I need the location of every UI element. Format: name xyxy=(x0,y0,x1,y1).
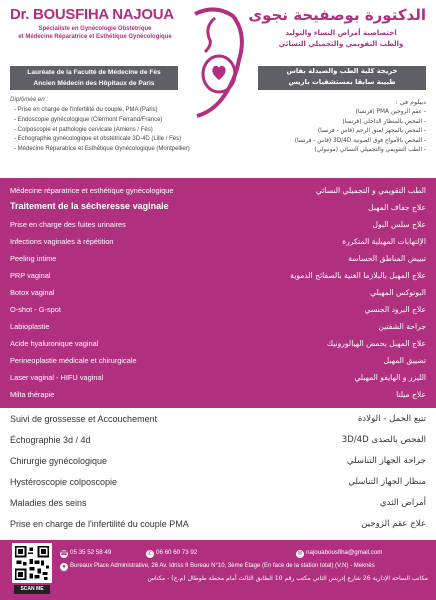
email-address: najouabousfiha@gmail.com xyxy=(306,549,383,556)
list-item: - Médecine Réparatrice et Esthétique Gynécologique (Montpellier) xyxy=(14,146,190,153)
service-ar: الفحص بالصدى 3D/4D xyxy=(341,435,426,445)
service-ar: البوتوكس المهبلي xyxy=(370,288,426,297)
service-row xyxy=(10,201,426,218)
service-row xyxy=(10,218,426,235)
service-ar: جراحة الجهاز التناسلي xyxy=(346,456,426,466)
service-fr: Prise en charge des fuites urinaires xyxy=(10,220,126,229)
list-item: - الفحص بالمنظار الداخلي (فرنسا) xyxy=(342,118,426,125)
service-row xyxy=(10,337,426,354)
service-fr: Médecine réparatrice et esthétique gynécologique xyxy=(10,186,174,195)
service-ar: تتبع الحمل - الولادة xyxy=(357,414,426,424)
laureate-fr-box xyxy=(10,66,178,90)
list-item: - الطب التقويمي والتجميلي النسائي (مونبولي) xyxy=(314,147,426,154)
service-ar: جراحة الشفتين xyxy=(378,322,426,331)
mobile-number: 06 60 60 73 92 xyxy=(156,549,198,556)
service-ar: علاج المهبل بحمض الهيالورونيك xyxy=(326,339,426,348)
address-fr xyxy=(60,563,432,571)
service-fr: Prise en charge de l'infertilité du couple PMA xyxy=(10,519,189,529)
specialty-ar-line: والطب التقويمي والتجميلي النسائي xyxy=(278,40,404,48)
header xyxy=(0,0,436,178)
service-fr: Infections vaginales à répétition xyxy=(10,237,114,246)
mobile-contact[interactable] xyxy=(146,549,197,558)
service-fr: Échographie 3d / 4d xyxy=(10,435,91,445)
service-fr: Acide hyaluronique vaginal xyxy=(10,339,99,348)
service-ar: الإلتهابات المهبلية المتكررة xyxy=(342,237,426,246)
list-item: - Prise en charge de l'infertilité du couple, PMA (Paris) xyxy=(14,107,158,113)
email-contact[interactable] xyxy=(296,549,382,558)
scan-me-label: SCAN ME xyxy=(14,585,50,594)
service-fr: Chirurgie gynécologique xyxy=(10,456,108,466)
service-ar: الطب التقويمي و التجميلي النسائي xyxy=(315,186,426,195)
service-row xyxy=(10,269,426,286)
service-row xyxy=(10,235,426,252)
laureate-ar-line: خريجة كلية الطب والصيدلة بفاس xyxy=(286,67,398,75)
doctor-name-ar: الدكتورة بوصفيحة نجوى xyxy=(248,6,426,24)
service-ar: علاج المهبل بالبلازما الغنية بالصفائح الدموية xyxy=(290,271,426,280)
service-fr: Botox vaginal xyxy=(10,288,55,297)
address-fr-text: Bureaux Place Administrative, 26 Av. Idriss II Bureau N°10, 3ème Etage (En face de la station total) (V.N) - Meknès xyxy=(70,563,375,569)
service-ar: علاج سلس البول xyxy=(372,220,426,229)
service-row xyxy=(10,354,426,371)
service-fr: Hystéroscopie colposcopie xyxy=(10,477,118,487)
list-item: - Echographie gynécologique et obstétricale 3D-4D (Lille / Fès) xyxy=(14,136,182,143)
service-fr: Suivi de grossesse et Accouchement xyxy=(10,414,158,424)
service-ar: الليزر و الهايفو المهبلي xyxy=(354,373,426,382)
list-item: - Colposcopie et pathologie cervicale (Amiens / Fès) xyxy=(14,126,153,133)
service-fr: Milta thérapie xyxy=(10,390,55,399)
service-ar: علاج البرود الجنسي xyxy=(364,305,426,314)
service-ar: منظار الجهاز التناسلي xyxy=(348,477,426,487)
service-ar: علاج عقم الزوجين xyxy=(361,519,426,529)
service-ar: أمراض الثدي xyxy=(379,498,426,508)
footer xyxy=(0,540,436,600)
service-fr: O-shot - G-spot xyxy=(10,305,61,314)
phone-icon: ☎ xyxy=(60,551,68,557)
phone-contact[interactable] xyxy=(60,549,111,558)
diplomas-title-fr: Diplômée en : xyxy=(10,96,49,103)
list-item: - الفحص بالأمواج فوق الصوتية 3D/4D (فاس - فرنسا) xyxy=(294,137,426,144)
email-icon: ✉ xyxy=(297,551,303,557)
service-fr: Maladies des seins xyxy=(10,498,87,508)
specialty-ar-line: اختصاصية أمراض النساء والتوليد xyxy=(285,29,397,37)
specialty-ar xyxy=(256,28,426,50)
list-item: - الفحص بالمجهر لعنق الرحم (فاس - فرنسا) xyxy=(317,128,426,135)
service-ar: علاج جفاف المهبل xyxy=(368,203,426,212)
laureate-ar-line: طبيبة سابقا بمستشفيات باريس xyxy=(288,78,396,86)
mobile-icon: ✆ xyxy=(147,551,153,557)
doctor-name-fr: Dr. BOUSFIHA NAJOUA xyxy=(10,6,174,23)
list-item: - Endoscopie gynécologique (Clermont Ferrand/France) xyxy=(14,116,163,123)
service-ar: علاج ميلتا xyxy=(396,390,426,399)
address-ar: مكاتب الساحة الإدارية 26 شارع إدريس الثاني مكتب رقم 10 الطابق الثالث أمام محطة طوطال (م.ج) - مكناس xyxy=(147,575,428,582)
service-ar: تضييق المهبل xyxy=(383,356,426,365)
service-row xyxy=(10,303,426,320)
specialty-fr xyxy=(10,25,180,41)
service-row xyxy=(10,371,426,388)
service-fr: Laser vaginal - HIFU vaginal xyxy=(10,373,104,382)
service-row xyxy=(10,388,426,405)
location-icon: ● xyxy=(60,563,68,571)
diplomas-list-ar xyxy=(295,108,426,156)
service-row xyxy=(10,286,426,303)
services-band xyxy=(0,178,436,408)
laureate-ar-box xyxy=(258,66,426,90)
service-fr: Traitement de la sécheresse vaginale xyxy=(10,201,169,211)
diplomas-list-fr xyxy=(14,106,190,155)
qr-code-icon[interactable] xyxy=(12,543,52,583)
phone-number: 05 35 52 58 49 xyxy=(70,549,112,556)
service-row xyxy=(10,184,426,201)
service-row xyxy=(10,320,426,337)
laureate-fr-line: Lauréate de la Faculté de Médecine de Fès xyxy=(27,69,161,76)
service-ar: تبييض المناطق الحساسة xyxy=(348,254,426,263)
diplomas-title-ar: ديبلوم في : xyxy=(395,98,426,106)
heart-icon xyxy=(212,66,225,80)
logo-pregnant-woman-icon xyxy=(175,4,255,122)
service-fr: Perineoplastie médicale et chirurgicale xyxy=(10,356,137,365)
specialty-fr-line: et Médecine Réparatrice et Esthétique Gynécologique xyxy=(18,34,172,40)
service-row xyxy=(10,252,426,269)
service-fr: Peeling intime xyxy=(10,254,57,263)
service-fr: PRP vaginal xyxy=(10,271,51,280)
list-item: - عقم الزوجين PMA (فرنسا) xyxy=(355,109,426,115)
service-row xyxy=(10,515,426,539)
laureate-fr-line: Ancien Médecin des Hôpitaux de Paris xyxy=(33,80,155,87)
specialty-fr-line: Spécialiste en Gynécologie Obstétrique xyxy=(38,26,152,32)
service-fr: Labioplastie xyxy=(10,322,50,331)
